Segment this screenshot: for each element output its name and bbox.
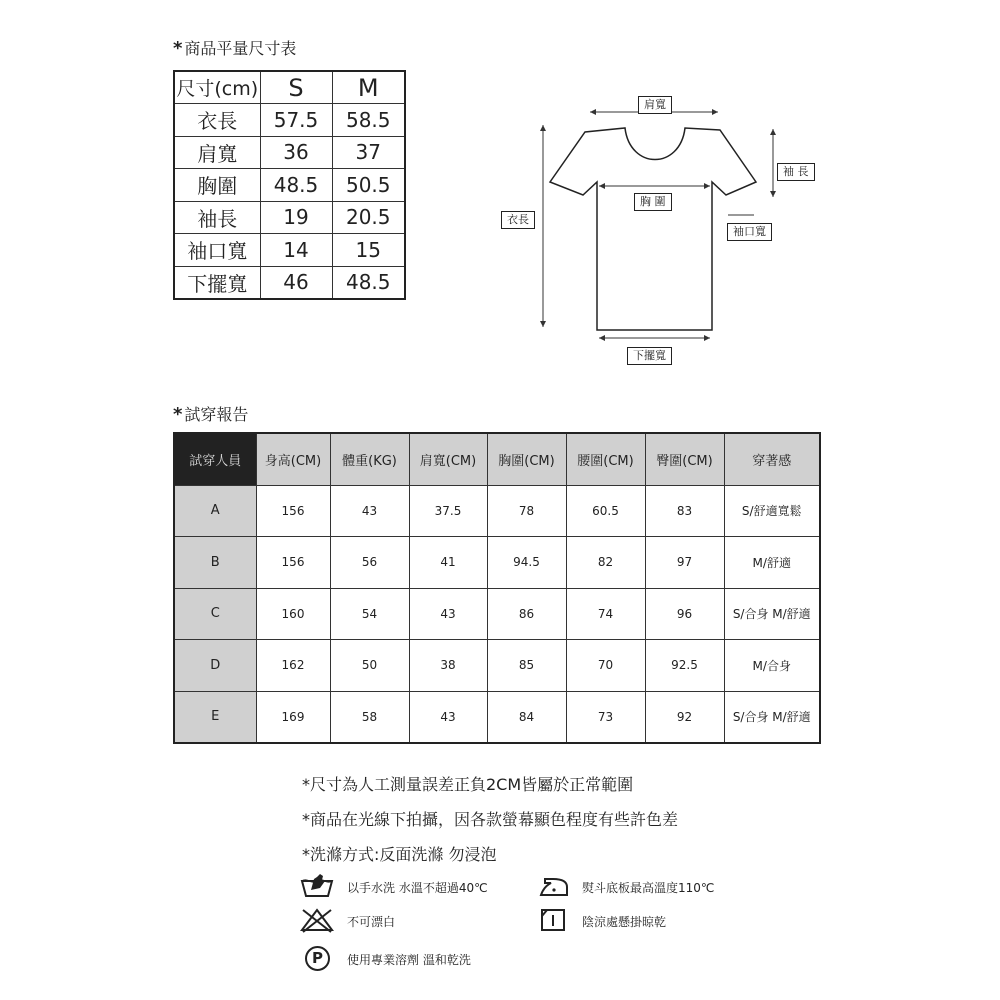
size-header-cell: S — [260, 71, 332, 104]
hand-wash-icon — [300, 872, 334, 898]
fit-header-cell: 穿著感 — [724, 433, 820, 485]
size-value-cell: 57.5 — [260, 104, 332, 137]
iron-text: 熨斗底板最高溫度110℃ — [582, 881, 715, 895]
fit-value-cell: 58 — [330, 691, 409, 743]
fit-header-cell: 試穿人員 — [174, 433, 256, 485]
fit-table-row — [174, 588, 820, 640]
no-bleach-icon — [300, 907, 334, 933]
fit-table-row — [174, 640, 820, 692]
size-value-cell: 50.5 — [332, 169, 405, 202]
shade-dry-text: 陰涼處懸掛晾乾 — [582, 915, 667, 929]
fit-value-cell: 169 — [256, 691, 330, 743]
star-icon: * — [173, 404, 183, 425]
fit-value-cell: 38 — [409, 640, 487, 692]
fit-value-cell: 96 — [645, 588, 724, 640]
iron-icon — [537, 873, 571, 899]
size-value-cell: 48.5 — [332, 266, 405, 299]
fit-value-cell: S/合身 M/舒適 — [724, 691, 820, 743]
fit-value-cell: 56 — [330, 537, 409, 589]
size-table-row — [174, 201, 405, 234]
shade-dry-icon — [537, 907, 571, 933]
no-bleach-text: 不可漂白 — [347, 915, 396, 929]
size-table-row — [174, 136, 405, 169]
fit-tester-cell: B — [174, 537, 256, 589]
fit-value-cell: 160 — [256, 588, 330, 640]
size-header-cell: M — [332, 71, 405, 104]
fit-tester-cell: C — [174, 588, 256, 640]
size-measure-label: 下擺寬 — [174, 266, 260, 299]
fit-value-cell: 84 — [487, 691, 566, 743]
size-value-cell: 36 — [260, 136, 332, 169]
fit-value-cell: 162 — [256, 640, 330, 692]
fit-value-cell: S/合身 M/舒適 — [724, 588, 820, 640]
fit-value-cell: 50 — [330, 640, 409, 692]
fit-value-cell: 85 — [487, 640, 566, 692]
fit-header-cell: 肩寬(CM) — [409, 433, 487, 485]
fit-table-row — [174, 485, 820, 537]
label-cuff-width: 袖口寬 — [727, 223, 772, 241]
fit-value-cell: 73 — [566, 691, 645, 743]
fit-value-cell: 92.5 — [645, 640, 724, 692]
fit-table-header — [174, 433, 820, 485]
fit-header-cell: 體重(KG) — [330, 433, 409, 485]
dry-clean-text: 使用專業溶劑 溫和乾洗 — [347, 953, 471, 967]
fit-value-cell: 41 — [409, 537, 487, 589]
fit-tester-cell: D — [174, 640, 256, 692]
size-section-title: * 商品平量尺寸表 — [173, 38, 297, 59]
fit-table-row — [174, 537, 820, 589]
label-sleeve-length: 袖 長 — [777, 163, 815, 181]
fit-header-cell: 腰圍(CM) — [566, 433, 645, 485]
label-length: 衣長 — [501, 211, 535, 229]
size-table-row — [174, 104, 405, 137]
size-value-cell: 19 — [260, 201, 332, 234]
size-measure-label: 胸圍 — [174, 169, 260, 202]
fit-value-cell: 86 — [487, 588, 566, 640]
size-table-row — [174, 169, 405, 202]
fit-section-title: * 試穿報告 — [173, 404, 249, 425]
tshirt-diagram — [490, 85, 830, 375]
fit-value-cell: 37.5 — [409, 485, 487, 537]
size-table — [173, 70, 406, 300]
hand-wash-text: 以手水洗 水溫不超過40℃ — [347, 881, 488, 895]
size-header-cell: 尺寸(cm) — [174, 71, 260, 104]
size-value-cell: 20.5 — [332, 201, 405, 234]
fit-value-cell: 94.5 — [487, 537, 566, 589]
fit-report-table — [173, 432, 821, 744]
fit-value-cell: 82 — [566, 537, 645, 589]
fit-value-cell: 54 — [330, 588, 409, 640]
size-value-cell: 58.5 — [332, 104, 405, 137]
size-measure-label: 袖口寬 — [174, 234, 260, 267]
star-icon: * — [173, 38, 183, 59]
fit-value-cell: S/舒適寬鬆 — [724, 485, 820, 537]
size-value-cell: 46 — [260, 266, 332, 299]
fit-value-cell: M/合身 — [724, 640, 820, 692]
size-table-row — [174, 266, 405, 299]
fit-value-cell: 43 — [330, 485, 409, 537]
fit-value-cell: 70 — [566, 640, 645, 692]
fit-table-row — [174, 691, 820, 743]
size-value-cell: 15 — [332, 234, 405, 267]
size-measure-label: 肩寬 — [174, 136, 260, 169]
fit-value-cell: 92 — [645, 691, 724, 743]
fit-tester-cell: A — [174, 485, 256, 537]
fit-value-cell: 43 — [409, 588, 487, 640]
fit-tester-cell: E — [174, 691, 256, 743]
label-shoulder-width: 肩寬 — [638, 96, 672, 114]
fit-value-cell: 60.5 — [566, 485, 645, 537]
fit-value-cell: 78 — [487, 485, 566, 537]
size-value-cell: 37 — [332, 136, 405, 169]
fit-value-cell: 97 — [645, 537, 724, 589]
label-chest: 胸 圍 — [634, 193, 672, 211]
size-table-row — [174, 234, 405, 267]
fit-header-cell: 胸圍(CM) — [487, 433, 566, 485]
label-hem-width: 下擺寬 — [627, 347, 672, 365]
note-measurement-tolerance: *尺寸為人工測量誤差正負2CM皆屬於正常範圍 — [302, 775, 634, 794]
size-table-header — [174, 71, 405, 104]
size-measure-label: 衣長 — [174, 104, 260, 137]
tshirt-outline — [490, 85, 830, 375]
fit-value-cell: 156 — [256, 485, 330, 537]
size-measure-label: 袖長 — [174, 201, 260, 234]
fit-value-cell: 83 — [645, 485, 724, 537]
fit-header-cell: 身高(CM) — [256, 433, 330, 485]
note-wash-method: *洗滌方式:反面洗滌 勿浸泡 — [302, 845, 497, 864]
note-color-difference: *商品在光線下拍攝，因各款螢幕顯色程度有些許色差 — [302, 810, 679, 829]
fit-value-cell: 156 — [256, 537, 330, 589]
fit-value-cell: 43 — [409, 691, 487, 743]
fit-value-cell: 74 — [566, 588, 645, 640]
size-value-cell: 14 — [260, 234, 332, 267]
fit-value-cell: M/舒適 — [724, 537, 820, 589]
dry-clean-p-icon: P — [305, 946, 330, 971]
size-value-cell: 48.5 — [260, 169, 332, 202]
fit-header-cell: 臀圍(CM) — [645, 433, 724, 485]
